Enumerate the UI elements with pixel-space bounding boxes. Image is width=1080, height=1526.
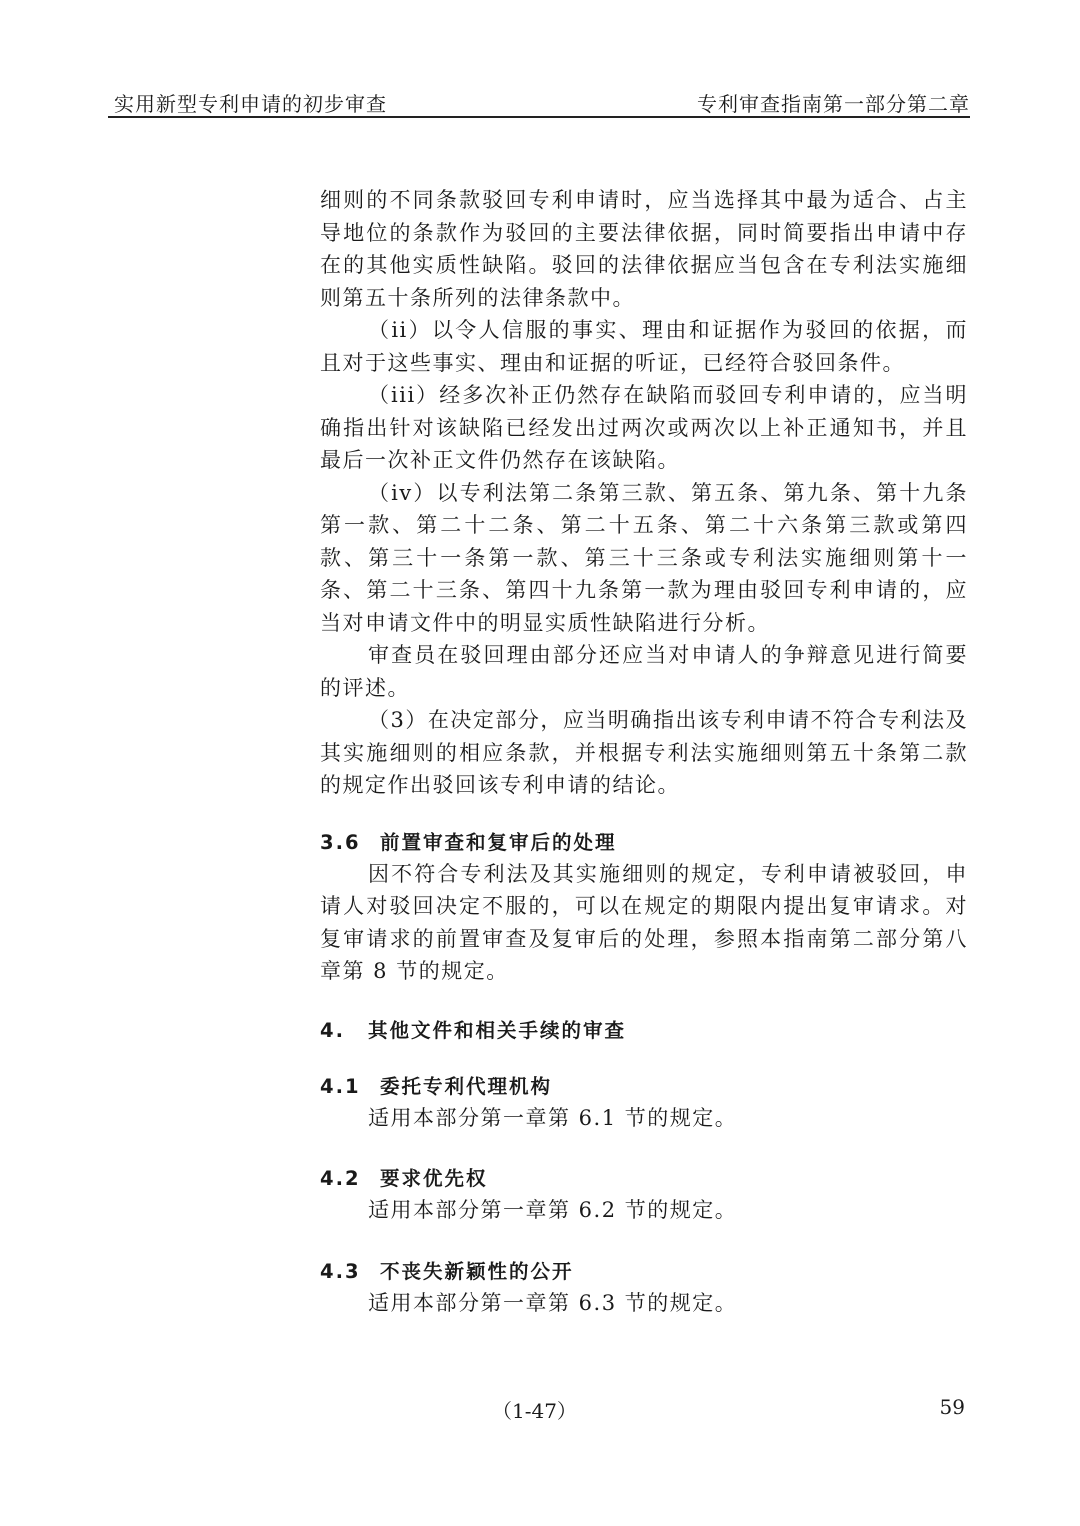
page-number: 59 (939, 1395, 965, 1419)
header-chapter-title: 实用新型专利申请的初步审查 (114, 92, 387, 116)
paragraph-continued: 细则的不同条款驳回专利申请时，应当选择其中最为适合、占主导地位的条款作为驳回的主要法律依据，同时简要指出申请中存在的其他实质性缺陷。驳回的法律依据应当包含在专利法实施细则第五十条所列的法律条款中。 (320, 188, 968, 310)
footer-section-code: （1-47） (492, 1399, 577, 1423)
section-heading-4-1 (320, 1072, 968, 1102)
section-title: 不丧失新颖性的公开 (380, 1259, 574, 1283)
section-heading-4-3 (320, 1257, 968, 1287)
section-heading-4 (320, 1016, 968, 1046)
paragraph-item-iv: （iv）以专利法第二条第三款、第五条、第九条、第十九条第一款、第二十二条、第二十五条、第二十六条第三款或第四款、第三十一条第一款、第三十三条或专利法实施细则第十一条、第二十三条、第四十九条第一款为理由驳回专利申请的，应当对申请文件中的明显实质性缺陷进行分析。 (320, 480, 968, 635)
section-title: 要求优先权 (380, 1167, 488, 1190)
section-4-3-text: 适用本部分第一章第 6.3 节的规定。 (368, 1290, 738, 1315)
section-title: 前置审查和复审后的处理 (380, 830, 617, 854)
section-number: 4. (320, 1018, 345, 1042)
section-4-1-text: 适用本部分第一章第 6.1 节的规定。 (368, 1105, 738, 1130)
paragraph-examiner-review: 审查员在驳回理由部分还应当对申请人的争辩意见进行简要的评述。 (320, 643, 968, 700)
section-title: 其他文件和相关手续的审查 (368, 1018, 627, 1042)
section-heading-4-2 (320, 1164, 968, 1194)
section-4-2-text: 适用本部分第一章第 6.2 节的规定。 (368, 1198, 738, 1222)
section-number: 4.2 (320, 1167, 361, 1190)
section-number: 3.6 (320, 830, 361, 854)
section-title: 委托专利代理机构 (380, 1074, 553, 1098)
section-heading-3-6 (320, 828, 968, 858)
section-number: 4.1 (320, 1074, 361, 1098)
main-text (320, 184, 968, 1319)
section-number: 4.3 (320, 1259, 361, 1283)
header-guide-section: 专利审查指南第一部分第二章 (697, 92, 970, 116)
paragraph-item-iii: （iii）经多次补正仍然存在缺陷而驳回专利申请的，应当明确指出针对该缺陷已经发出过两次或两次以上补正通知书，并且最后一次补正文件仍然存在该缺陷。 (320, 383, 968, 472)
paragraph-item-ii: （ii）以令人信服的事实、理由和证据作为驳回的依据，而且对于这些事实、理由和证据的听证，已经符合驳回条件。 (320, 318, 968, 375)
paragraph-decision-part: （3）在决定部分，应当明确指出该专利申请不符合专利法及其实施细则的相应条款，并根据专利法实施细则第五十条第二款的规定作出驳回该专利申请的结论。 (320, 708, 968, 797)
running-header (108, 82, 970, 118)
section-3-6-text: 因不符合专利法及其实施细则的规定，专利申请被驳回，申请人对驳回决定不服的，可以在规定的期限内提出复审请求。对复审请求的前置审查及复审后的处理，参照本指南第二部分第八章第 8 节的规定。 (320, 861, 968, 983)
page-footer (0, 1395, 1080, 1425)
